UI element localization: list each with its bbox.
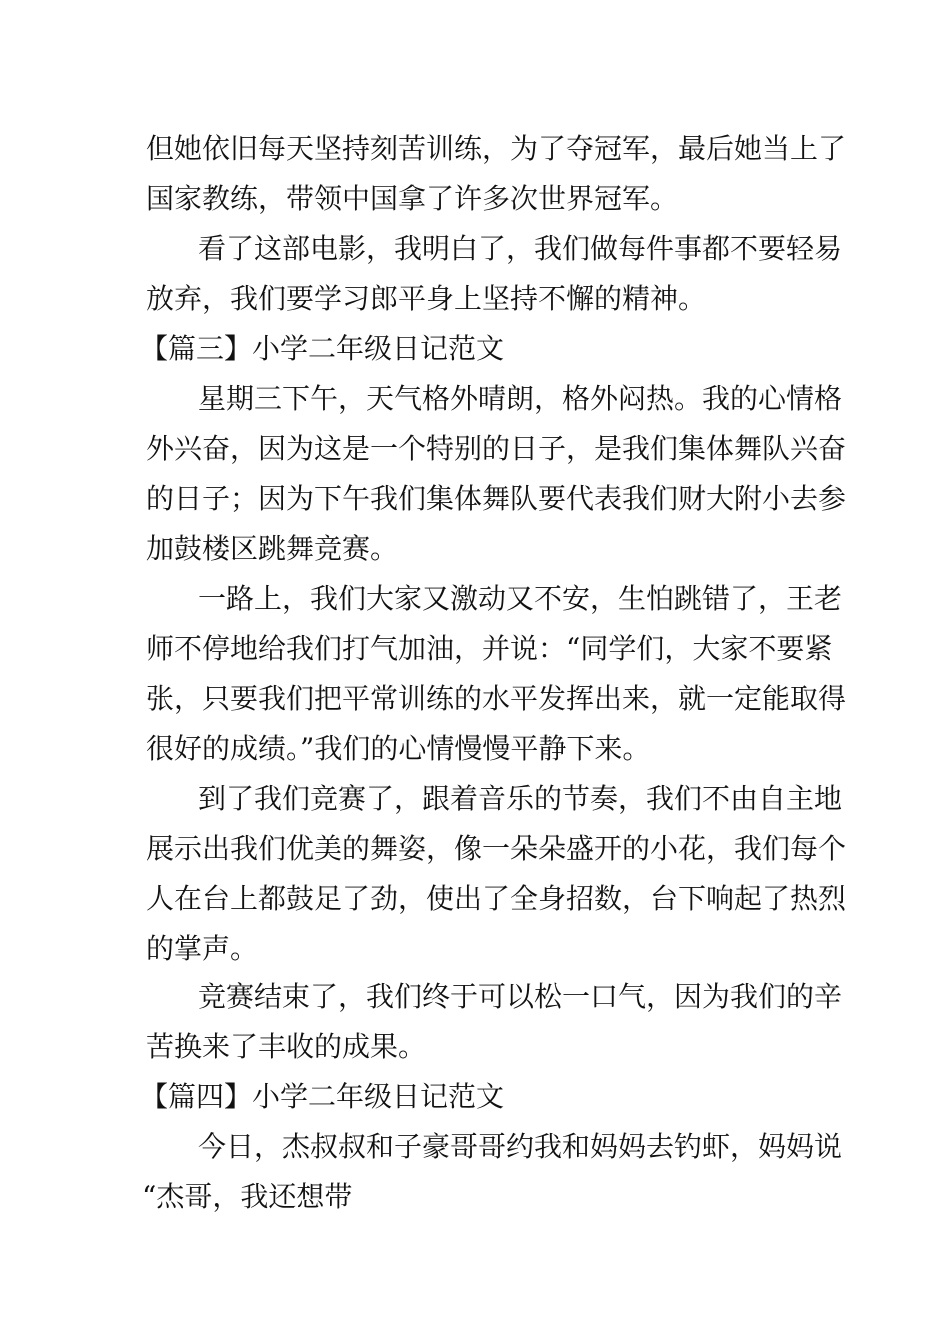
section-heading: 【篇四】小学二年级日记范文: [140, 1080, 505, 1113]
text-line: 但她依旧每天坚持刻苦训练，为了夺冠军，最后她当上了: [146, 132, 847, 165]
paragraph-start: 竞赛结束了，我们终于可以松一口气，因为我们的辛: [198, 980, 843, 1013]
paragraph-start: 一路上，我们大家又激动又不安，生怕跳错了，王老: [198, 582, 843, 615]
text-line: 加鼓楼区跳舞竞赛。: [146, 532, 399, 565]
text-line: 展示出我们优美的舞姿，像一朵朵盛开的小花，我们每个: [146, 832, 847, 865]
text-line: 的掌声。: [146, 932, 259, 965]
text-line: 国家教练，带领中国拿了许多次世界冠军。: [146, 182, 679, 215]
text-line: 外兴奋，因为这是一个特别的日子，是我们集体舞队兴奋: [146, 432, 847, 465]
paragraph-start: 看了这部电影，我明白了，我们做每件事都不要轻易: [198, 232, 843, 265]
text-line: 的日子；因为下午我们集体舞队要代表我们财大附小去参: [146, 482, 847, 515]
text-line: 很好的成绩。”我们的心情慢慢平静下来。: [146, 732, 651, 765]
text-line: 人在台上都鼓足了劲，使出了全身招数，台下响起了热烈: [146, 882, 847, 915]
text-line: 苦换来了丰收的成果。: [146, 1030, 427, 1063]
paragraph-start: 到了我们竞赛了，跟着音乐的节奏，我们不由自主地: [198, 782, 843, 815]
paragraph-start: 星期三下午，天气格外晴朗，格外闷热。我的心情格: [198, 382, 843, 415]
text-line: 张，只要我们把平常训练的水平发挥出来，就一定能取得: [146, 682, 847, 715]
text-line: 师不停地给我们打气加油，并说：“同学们，大家不要紧: [146, 632, 833, 665]
text-line: 放弃，我们要学习郎平身上坚持不懈的精神。: [146, 282, 707, 315]
section-heading: 【篇三】小学二年级日记范文: [140, 332, 505, 365]
paragraph-start: 今日，杰叔叔和子豪哥哥约我和妈妈去钓虾，妈妈说: [198, 1130, 843, 1163]
text-line: “杰哥，我还想带: [142, 1180, 353, 1213]
